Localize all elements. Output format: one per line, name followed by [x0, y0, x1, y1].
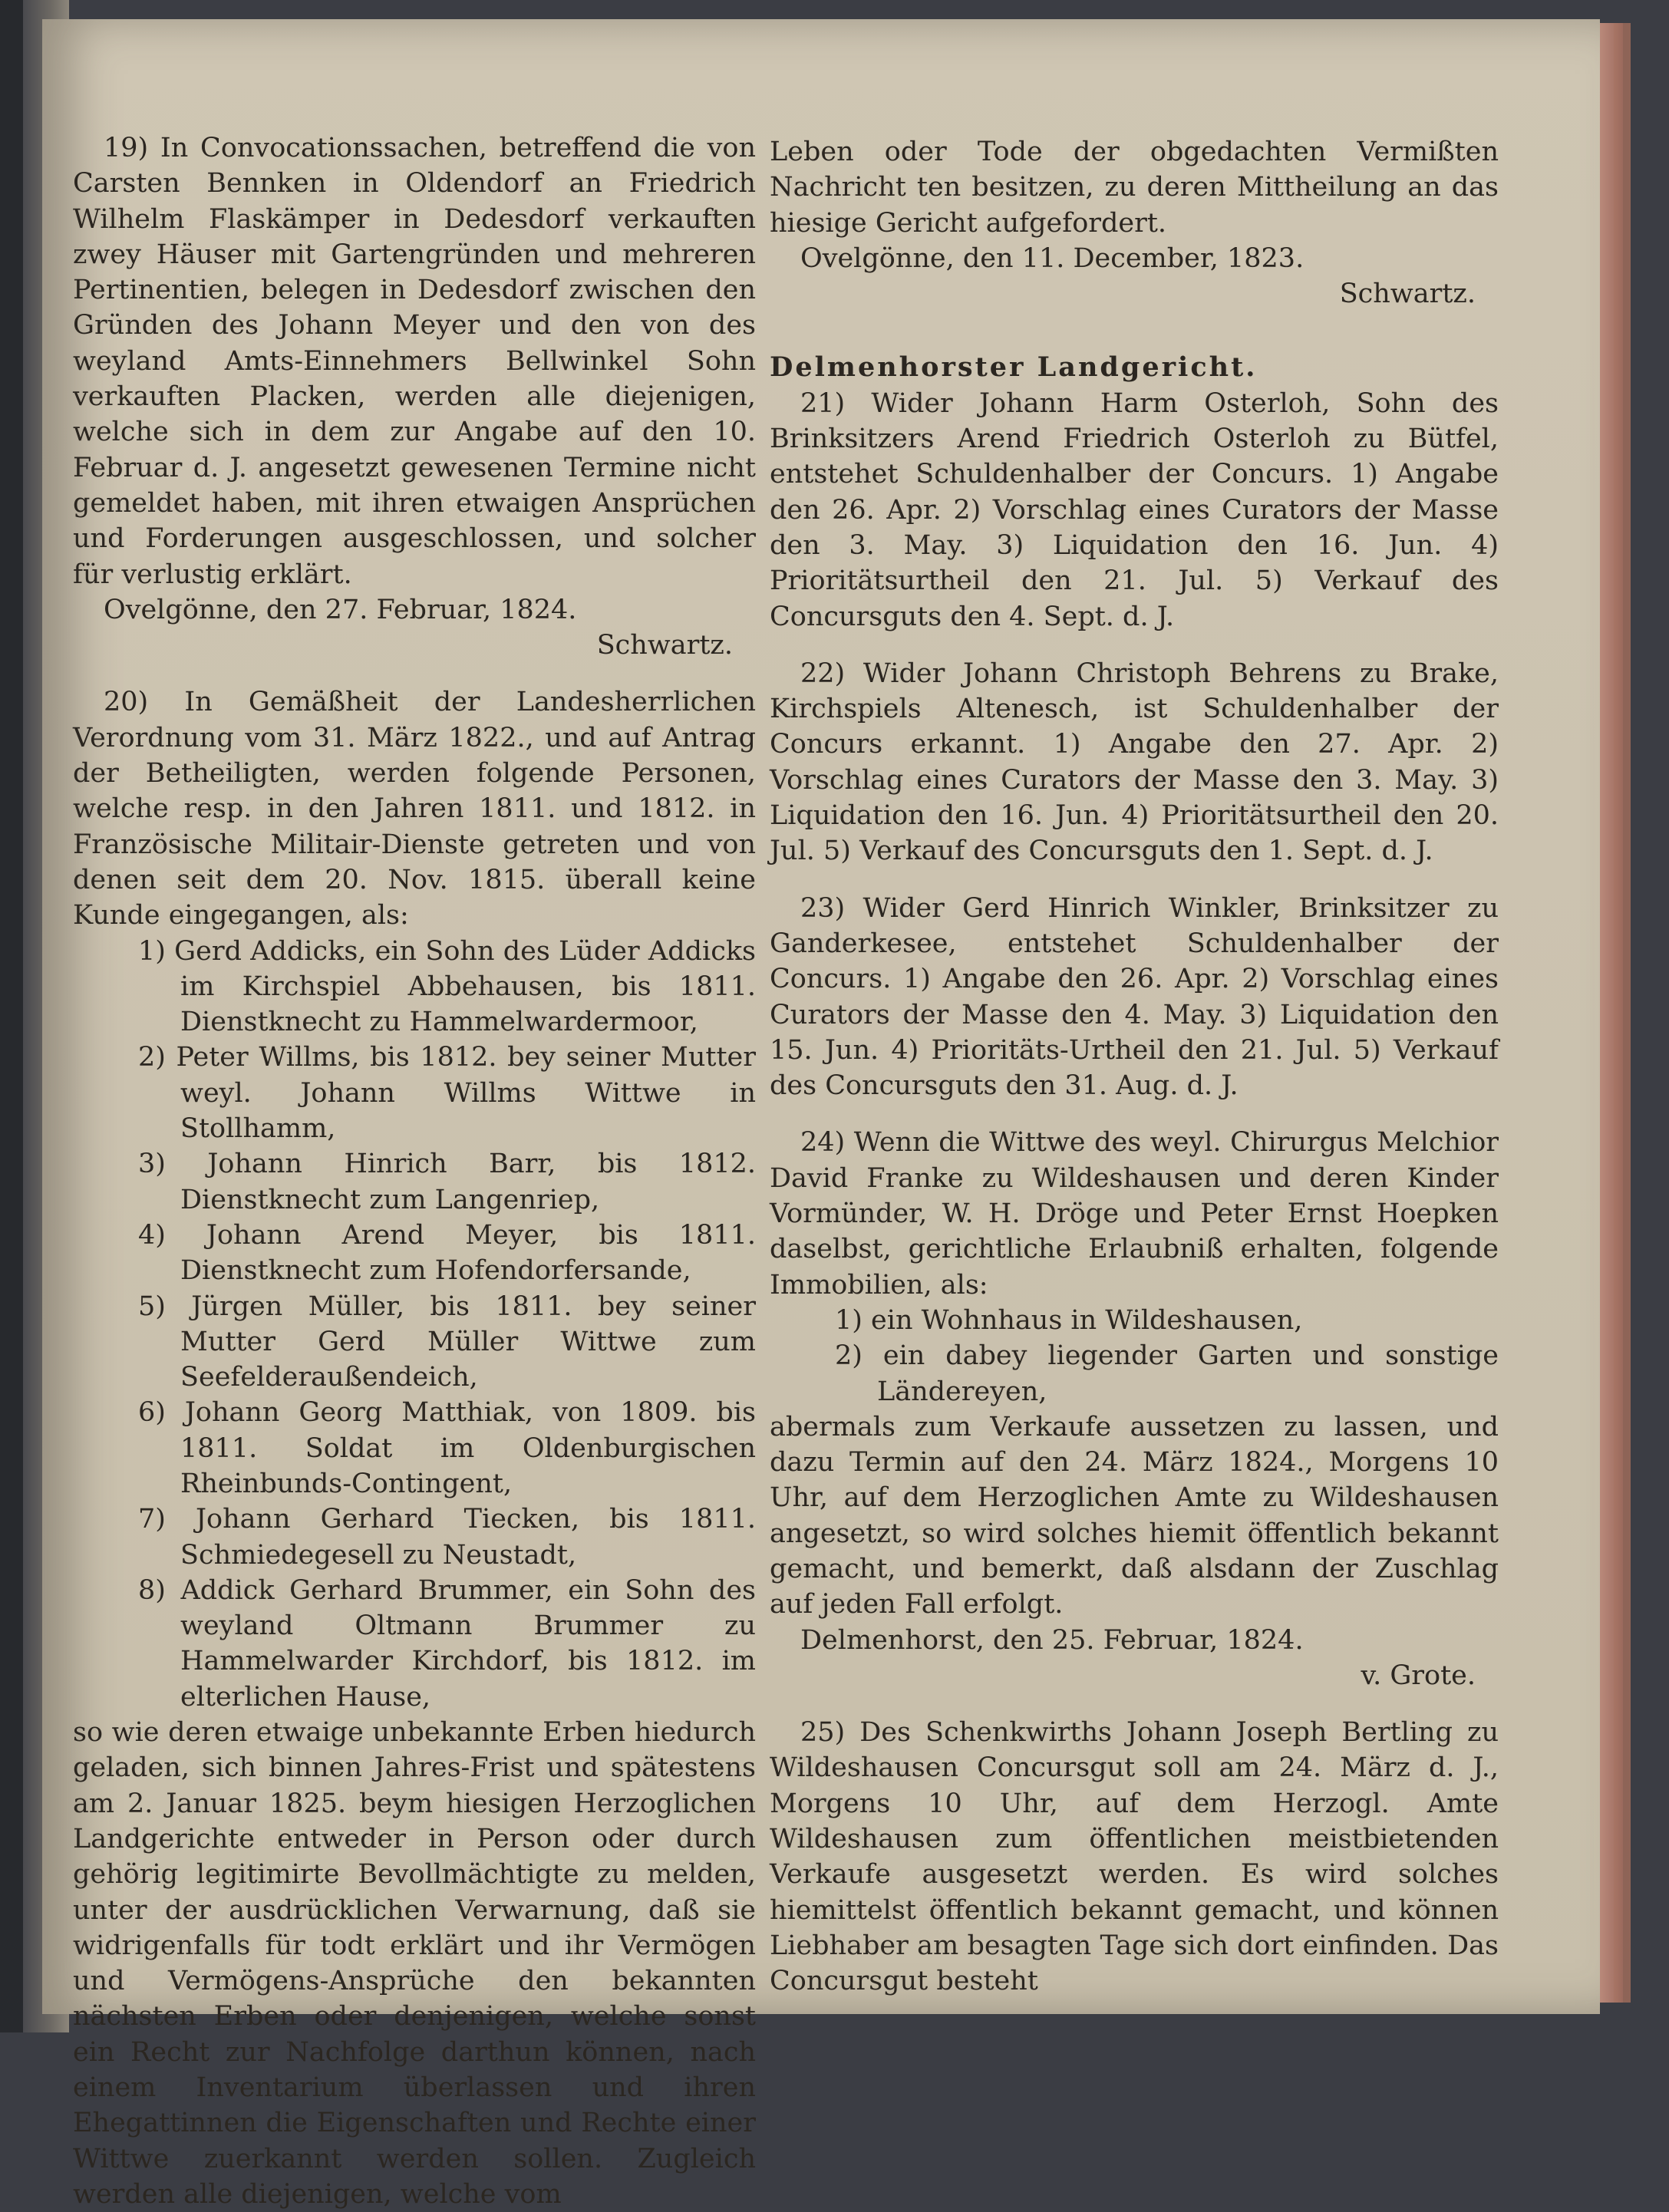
notice-20-dateline: Ovelgönne, den 11. December, 1823.: [800, 242, 1305, 274]
notice-20-item: 4) Johann Arend Meyer, bis 1811. Dienstknecht zum Hofendorfersande,: [138, 1219, 756, 1287]
notice-20-item: 6) Johann Georg Matthiak, von 1809. bis 1811. Soldat im Oldenburgischen Rheinbunds-Contingent,: [138, 1397, 756, 1499]
notice-24-item: 2) ein dabey liegender Garten und sonstige Ländereyen,: [835, 1340, 1499, 1407]
notice-19: 19) In Convocationssachen, betreffend die von Carsten Bennken in Oldendorf an Friedrich Wilhelm Flaskämper in Dedesdorf verkauften zwey Häuser mit Gartengründen und mehreren Pertinentien, belegen in Dedesdorf zwischen den Gründen des Johann Meyer und den von des weyland Amts-Einnehmers Bellwinkel Sohn verkauften Placken, werden alle diejenigen, welche sich in dem zur Angabe auf den 10. Februar d. J. angesetzt gewesenen Termine nicht gemeldet haben, mit ihren etwaigen Ansprüchen und Forderungen ausgeschlossen, und solcher für verlustig erklärt.: [73, 133, 756, 590]
notice-19-dateline: Ovelgönne, den 27. Februar, 1824.: [104, 594, 577, 625]
page-edge-2: [1614, 23, 1623, 2003]
book-spine: [0, 0, 23, 2032]
notice-21: 21) Wider Johann Harm Osterloh, Sohn des Brinksitzers Arend Friedrich Osterloh zu Bütfel, entstehet Schuldenhalber der Concurs. 1) Angabe den 26. Apr. 2) Vorschlag eines Curators der Masse den 3. May. 3) Liquidation den 16. Jun. 4) Prioritätsurtheil den 21. Jul. 5) Verkauf des Concursguts den 4. Sept. d. J.: [770, 387, 1499, 632]
page-edge-3: [1623, 23, 1631, 2003]
section-heading: Delmenhorster Landgericht.: [770, 351, 1258, 384]
notice-24-dateline: Delmenhorst, den 25. Februar, 1824.: [800, 1624, 1304, 1656]
notice-23: 23) Wider Gerd Hinrich Winkler, Brinksitzer zu Ganderkesee, entstehet Schuldenhalber der Concurs. 1) Angabe den 26. Apr. 2) Vorschlag eines Curators der Masse den 4. May. 3) Liquidation den 15. Jun. 4) Prioritäts-Urtheil den 21. Jul. 5) Verkauf des Concursguts den 31. Aug. d. J.: [770, 892, 1499, 1102]
notice-20-item: 1) Gerd Addicks, ein Sohn des Lüder Addicks im Kirchspiel Abbehausen, bis 1811. Dienstknecht zu Hammelwardermoor,: [138, 935, 756, 1038]
notice-24-body: abermals zum Verkaufe aussetzen zu lassen, und dazu Termin auf den 24. März 1824., Morgens 10 Uhr, auf dem Herzoglichen Amte zu Wildeshausen angesetzt, so wird solches hiemit öffentlich bekannt gemacht, und bemerkt, daß alsdann der Zuschlag auf jeden Fall erfolgt.: [770, 1411, 1499, 1620]
right-column: [770, 134, 1499, 1999]
notice-24-item: 1) ein Wohnhaus in Wildeshausen,: [835, 1304, 1303, 1336]
left-column: [73, 130, 756, 2212]
notice-20-signature: Schwartz.: [1339, 279, 1476, 310]
notice-24-signature: v. Grote.: [1361, 1660, 1476, 1691]
notice-20-intro: 20) In Gemäßheit der Landesherrlichen Verordnung vom 31. März 1822., und auf Antrag der Betheiligten, werden folgende Personen, welche resp. in den Jahren 1811. und 1812. in Französische Militair-Dienste getreten und von denen seit dem 20. Nov. 1815. überall keine Kunde eingegangen, als:: [73, 687, 756, 931]
notice-22: 22) Wider Johann Christoph Behrens zu Brake, Kirchspiels Altenesch, ist Schuldenhalber der Concurs erkannt. 1) Angabe den 27. Apr. 2) Vorschlag eines Curators der Masse den 3. May. 3) Liquidation den 16. Jun. 4) Prioritätsurtheil den 20. Jul. 5) Verkauf des Concursguts den 1. Sept. d. J.: [770, 658, 1499, 867]
notice-24-intro: 24) Wenn die Wittwe des weyl. Chirurgus Melchior David Franke zu Wildeshausen und deren Kinder Vormünder, W. H. Dröge und Peter Ernst Hoepken daselbst, gerichtliche Erlaubniß erhalten, folgende Immobilien, als:: [770, 1127, 1499, 1300]
page-edge-1: [1600, 23, 1614, 2003]
book-page: [42, 19, 1600, 2210]
notice-20-item: 3) Johann Hinrich Barr, bis 1812. Dienstknecht zum Langenriep,: [138, 1149, 756, 1215]
notice-20-item: 5) Jürgen Müller, bis 1811. bey seiner Mutter Gerd Müller Wittwe zum Seefelderaußendeich,: [138, 1291, 756, 1393]
notice-20-item: 8) Addick Gerhard Brummer, ein Sohn des weyland Oltmann Brummer zu Hammelwarder Kirchdorf, bis 1812. im elterlichen Hause,: [138, 1574, 756, 1713]
notice-20-item: 7) Johann Gerhard Tiecken, bis 1811. Schmiedegesell zu Neustadt,: [138, 1504, 756, 1571]
notice-20-item: 2) Peter Willms, bis 1812. bey seiner Mutter weyl. Johann Willms Wittwe in Stollhamm,: [138, 1042, 756, 1145]
notice-25: 25) Des Schenkwirths Johann Joseph Bertling zu Wildeshausen Concursgut soll am 24. März d. J., Morgens 10 Uhr, auf dem Herzogl. Amte Wildeshausen zum öffentlichen meistbietenden Verkaufe ausgesetzt werden. Es wird solches hiemittelst öffentlich bekannt gemacht, und können Liebhaber am besagten Tage sich dort einfinden. Das Concursgut besteht: [770, 1717, 1499, 1997]
notice-19-signature: Schwartz.: [596, 630, 733, 661]
notice-20-continuation: Leben oder Tode der obgedachten Vermißten Nachricht ten besitzen, zu deren Mittheilung an das hiesige Gericht aufgefordert.: [770, 137, 1499, 239]
notice-20-body: so wie deren etwaige unbekannte Erben hiedurch geladen, sich binnen Jahres-Frist und spätestens am 2. Januar 1825. beym hiesigen Herzoglichen Landgerichte entweder in Person oder durch gehörig legitimirte Bevollmächtigte zu melden, unter der ausdrücklichen Verwarnung, daß sie widrigenfalls für todt erklärt und ihr Vermögen und Vermögens-Ansprüche den bekannten nächsten Erben oder denjenigen, welche sonst ein Recht zur Nachfolge darthun können, nach einem Inventarium überlassen und ihren Ehegattinnen die Eigenschaften und Rechte einer Wittwe zuerkannt werden sollen. Zugleich werden alle diejenigen, welche vom: [73, 1717, 756, 2210]
